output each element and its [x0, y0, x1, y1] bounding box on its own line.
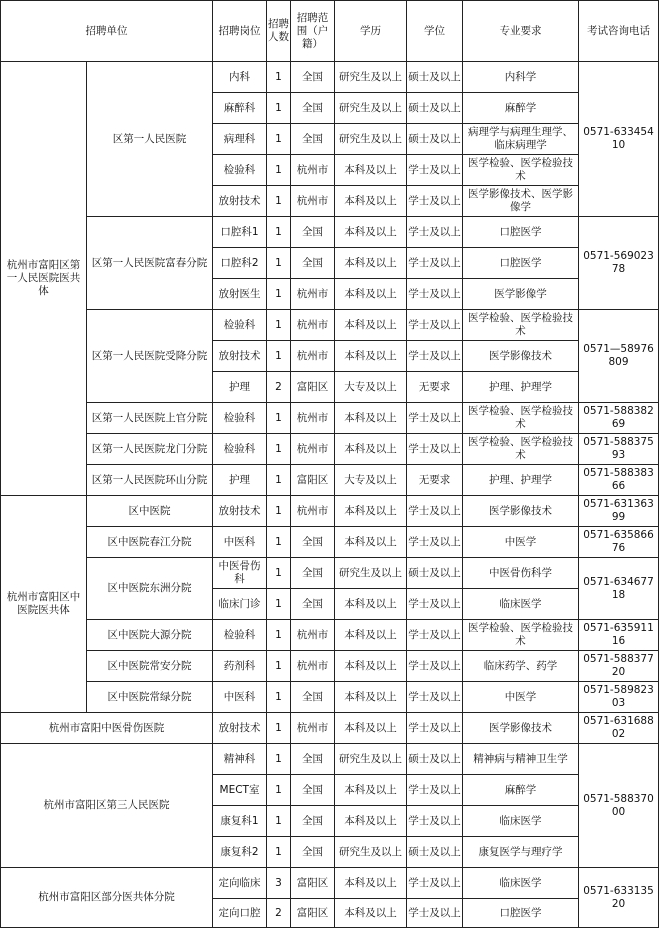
subunit-cell: 区中医院常绿分院	[87, 682, 213, 713]
degree-cell: 学士及以上	[407, 651, 463, 682]
scope-cell: 全国	[291, 589, 335, 620]
major-cell: 口腔医学	[463, 248, 579, 279]
education-cell: 研究生及以上	[335, 62, 407, 93]
table-row	[1, 713, 659, 744]
table-row	[1, 558, 659, 589]
degree-cell: 硕士及以上	[407, 93, 463, 124]
major-cell: 病理学与病理生理学、临床病理学	[463, 124, 579, 155]
education-cell: 本科及以上	[335, 651, 407, 682]
scope-cell: 富阳区	[291, 899, 335, 928]
education-cell: 本科及以上	[335, 713, 407, 744]
table-row	[1, 682, 659, 713]
education-cell: 本科及以上	[335, 310, 407, 341]
table-row	[1, 527, 659, 558]
degree-cell: 学士及以上	[407, 403, 463, 434]
group-cell: 杭州市富阳区第一人民医院医共体	[1, 62, 87, 496]
count-cell: 2	[267, 899, 291, 928]
major-cell: 医学检验、医学检验技术	[463, 403, 579, 434]
group-cell: 杭州市富阳区部分医共体分院	[1, 868, 213, 928]
count-cell: 1	[267, 124, 291, 155]
phone-cell: 0571-63467718	[579, 558, 659, 620]
education-cell: 本科及以上	[335, 496, 407, 527]
scope-cell: 全国	[291, 527, 335, 558]
major-cell: 中医学	[463, 527, 579, 558]
scope-cell: 全国	[291, 124, 335, 155]
major-cell: 医学影像技术、医学影像学	[463, 186, 579, 217]
subunit-cell: 区中医院	[87, 496, 213, 527]
group-cell: 杭州市富阳中医骨伤医院	[1, 713, 213, 744]
subunit-cell: 区中医院春江分院	[87, 527, 213, 558]
count-cell: 1	[267, 155, 291, 186]
header-education: 学历	[335, 1, 407, 62]
scope-cell: 全国	[291, 837, 335, 868]
subunit-cell: 区第一人民医院环山分院	[87, 465, 213, 496]
table-row	[1, 620, 659, 651]
education-cell: 大专及以上	[335, 465, 407, 496]
degree-cell: 学士及以上	[407, 868, 463, 899]
scope-cell: 杭州市	[291, 186, 335, 217]
count-cell: 1	[267, 806, 291, 837]
major-cell: 医学检验、医学检验技术	[463, 310, 579, 341]
scope-cell: 全国	[291, 744, 335, 775]
table-row	[1, 310, 659, 341]
degree-cell: 学士及以上	[407, 713, 463, 744]
subunit-cell: 区第一人民医院受降分院	[87, 310, 213, 403]
education-cell: 本科及以上	[335, 186, 407, 217]
scope-cell: 杭州市	[291, 279, 335, 310]
scope-cell: 杭州市	[291, 713, 335, 744]
count-cell: 1	[267, 682, 291, 713]
subunit-cell: 区第一人民医院	[87, 62, 213, 217]
header-row	[1, 1, 659, 62]
count-cell: 1	[267, 217, 291, 248]
major-cell: 麻醉学	[463, 775, 579, 806]
subunit-cell: 区第一人民医院龙门分院	[87, 434, 213, 465]
post-cell: 口腔科2	[213, 248, 267, 279]
degree-cell: 学士及以上	[407, 527, 463, 558]
scope-cell: 杭州市	[291, 434, 335, 465]
degree-cell: 硕士及以上	[407, 62, 463, 93]
count-cell: 1	[267, 620, 291, 651]
scope-cell: 全国	[291, 775, 335, 806]
major-cell: 精神病与精神卫生学	[463, 744, 579, 775]
scope-cell: 全国	[291, 558, 335, 589]
degree-cell: 学士及以上	[407, 589, 463, 620]
education-cell: 本科及以上	[335, 279, 407, 310]
major-cell: 临床药学、药学	[463, 651, 579, 682]
header-count: 招聘人数	[267, 1, 291, 62]
phone-cell: 0571-63345410	[579, 62, 659, 217]
phone-cell: 0571-58982303	[579, 682, 659, 713]
education-cell: 本科及以上	[335, 527, 407, 558]
scope-cell: 杭州市	[291, 651, 335, 682]
major-cell: 临床医学	[463, 806, 579, 837]
major-cell: 医学影像学	[463, 279, 579, 310]
post-cell: 康复科1	[213, 806, 267, 837]
count-cell: 1	[267, 341, 291, 372]
degree-cell: 无要求	[407, 372, 463, 403]
education-cell: 本科及以上	[335, 217, 407, 248]
education-cell: 研究生及以上	[335, 837, 407, 868]
count-cell: 1	[267, 434, 291, 465]
post-cell: 检验科	[213, 310, 267, 341]
major-cell: 麻醉学	[463, 93, 579, 124]
post-cell: 检验科	[213, 620, 267, 651]
count-cell: 1	[267, 744, 291, 775]
post-cell: 放射技术	[213, 186, 267, 217]
major-cell: 医学影像技术	[463, 496, 579, 527]
header-phone: 考试咨询电话	[579, 1, 659, 62]
table-row	[1, 868, 659, 899]
major-cell: 护理、护理学	[463, 465, 579, 496]
post-cell: 内科	[213, 62, 267, 93]
post-cell: 检验科	[213, 403, 267, 434]
post-cell: 放射医生	[213, 279, 267, 310]
count-cell: 1	[267, 279, 291, 310]
education-cell: 本科及以上	[335, 155, 407, 186]
table-row	[1, 217, 659, 248]
degree-cell: 学士及以上	[407, 248, 463, 279]
scope-cell: 杭州市	[291, 341, 335, 372]
table-row	[1, 744, 659, 775]
count-cell: 1	[267, 310, 291, 341]
post-cell: 药剂科	[213, 651, 267, 682]
post-cell: 放射技术	[213, 713, 267, 744]
education-cell: 研究生及以上	[335, 124, 407, 155]
education-cell: 本科及以上	[335, 682, 407, 713]
scope-cell: 杭州市	[291, 496, 335, 527]
major-cell: 口腔医学	[463, 899, 579, 928]
subunit-cell: 区中医院常安分院	[87, 651, 213, 682]
count-cell: 1	[267, 527, 291, 558]
education-cell: 本科及以上	[335, 341, 407, 372]
count-cell: 1	[267, 248, 291, 279]
post-cell: 护理	[213, 465, 267, 496]
post-cell: 定向临床	[213, 868, 267, 899]
count-cell: 1	[267, 496, 291, 527]
degree-cell: 学士及以上	[407, 899, 463, 928]
degree-cell: 学士及以上	[407, 434, 463, 465]
header-post: 招聘岗位	[213, 1, 267, 62]
group-cell: 杭州市富阳区第三人民医院	[1, 744, 213, 868]
degree-cell: 无要求	[407, 465, 463, 496]
phone-cell: 0571-58837000	[579, 744, 659, 868]
education-cell: 本科及以上	[335, 899, 407, 928]
post-cell: 护理	[213, 372, 267, 403]
count-cell: 1	[267, 93, 291, 124]
subunit-cell: 区第一人民医院上官分院	[87, 403, 213, 434]
education-cell: 本科及以上	[335, 806, 407, 837]
count-cell: 1	[267, 558, 291, 589]
phone-cell: 0571-58837593	[579, 434, 659, 465]
post-cell: 病理科	[213, 124, 267, 155]
scope-cell: 杭州市	[291, 620, 335, 651]
education-cell: 研究生及以上	[335, 93, 407, 124]
phone-cell: 0571-63136399	[579, 496, 659, 527]
group-cell: 杭州市富阳区中医院医共体	[1, 496, 87, 713]
count-cell: 1	[267, 465, 291, 496]
major-cell: 康复医学与理疗学	[463, 837, 579, 868]
phone-cell: 0571—58976809	[579, 310, 659, 403]
post-cell: 检验科	[213, 434, 267, 465]
major-cell: 医学影像技术	[463, 713, 579, 744]
count-cell: 1	[267, 651, 291, 682]
education-cell: 大专及以上	[335, 372, 407, 403]
table-row	[1, 496, 659, 527]
education-cell: 本科及以上	[335, 775, 407, 806]
scope-cell: 富阳区	[291, 465, 335, 496]
post-cell: 精神科	[213, 744, 267, 775]
degree-cell: 学士及以上	[407, 496, 463, 527]
degree-cell: 学士及以上	[407, 620, 463, 651]
header-unit: 招聘单位	[1, 1, 213, 62]
post-cell: 中医科	[213, 527, 267, 558]
post-cell: MECT室	[213, 775, 267, 806]
education-cell: 本科及以上	[335, 589, 407, 620]
phone-cell: 0571-56902378	[579, 217, 659, 310]
degree-cell: 学士及以上	[407, 186, 463, 217]
phone-cell: 0571-58838366	[579, 465, 659, 496]
table-row	[1, 434, 659, 465]
scope-cell: 富阳区	[291, 868, 335, 899]
scope-cell: 全国	[291, 248, 335, 279]
subunit-cell: 区中医院大源分院	[87, 620, 213, 651]
education-cell: 研究生及以上	[335, 744, 407, 775]
major-cell: 临床医学	[463, 868, 579, 899]
degree-cell: 学士及以上	[407, 279, 463, 310]
scope-cell: 杭州市	[291, 310, 335, 341]
phone-cell: 0571-63168802	[579, 713, 659, 744]
major-cell: 中医学	[463, 682, 579, 713]
phone-cell: 0571-63586676	[579, 527, 659, 558]
education-cell: 本科及以上	[335, 434, 407, 465]
degree-cell: 硕士及以上	[407, 837, 463, 868]
degree-cell: 硕士及以上	[407, 558, 463, 589]
degree-cell: 学士及以上	[407, 217, 463, 248]
major-cell: 口腔医学	[463, 217, 579, 248]
post-cell: 检验科	[213, 155, 267, 186]
degree-cell: 学士及以上	[407, 310, 463, 341]
scope-cell: 全国	[291, 806, 335, 837]
count-cell: 2	[267, 372, 291, 403]
major-cell: 内科学	[463, 62, 579, 93]
post-cell: 口腔科1	[213, 217, 267, 248]
post-cell: 定向口腔	[213, 899, 267, 928]
degree-cell: 学士及以上	[407, 775, 463, 806]
education-cell: 本科及以上	[335, 620, 407, 651]
degree-cell: 硕士及以上	[407, 744, 463, 775]
major-cell: 医学检验、医学检验技术	[463, 155, 579, 186]
major-cell: 医学检验、医学检验技术	[463, 620, 579, 651]
major-cell: 医学影像技术	[463, 341, 579, 372]
post-cell: 临床门诊	[213, 589, 267, 620]
post-cell: 放射技术	[213, 496, 267, 527]
scope-cell: 杭州市	[291, 155, 335, 186]
post-cell: 中医科	[213, 682, 267, 713]
phone-cell: 0571-63313520	[579, 868, 659, 928]
education-cell: 本科及以上	[335, 403, 407, 434]
post-cell: 放射技术	[213, 341, 267, 372]
major-cell: 医学检验、医学检验技术	[463, 434, 579, 465]
count-cell: 1	[267, 403, 291, 434]
table-row	[1, 403, 659, 434]
header-scope: 招聘范围（户籍）	[291, 1, 335, 62]
scope-cell: 全国	[291, 93, 335, 124]
phone-cell: 0571-63591116	[579, 620, 659, 651]
education-cell: 研究生及以上	[335, 558, 407, 589]
count-cell: 1	[267, 837, 291, 868]
phone-cell: 0571-58838269	[579, 403, 659, 434]
scope-cell: 全国	[291, 682, 335, 713]
count-cell: 1	[267, 713, 291, 744]
table-row	[1, 651, 659, 682]
degree-cell: 学士及以上	[407, 155, 463, 186]
count-cell: 1	[267, 775, 291, 806]
education-cell: 本科及以上	[335, 868, 407, 899]
table-row	[1, 465, 659, 496]
post-cell: 麻醉科	[213, 93, 267, 124]
post-cell: 康复科2	[213, 837, 267, 868]
degree-cell: 硕士及以上	[407, 124, 463, 155]
major-cell: 护理、护理学	[463, 372, 579, 403]
phone-cell: 0571-58837720	[579, 651, 659, 682]
degree-cell: 学士及以上	[407, 806, 463, 837]
count-cell: 1	[267, 62, 291, 93]
post-cell: 中医骨伤科	[213, 558, 267, 589]
scope-cell: 杭州市	[291, 403, 335, 434]
scope-cell: 全国	[291, 62, 335, 93]
count-cell: 1	[267, 186, 291, 217]
degree-cell: 学士及以上	[407, 682, 463, 713]
table-row	[1, 62, 659, 93]
header-major: 专业要求	[463, 1, 579, 62]
major-cell: 中医骨伤科学	[463, 558, 579, 589]
subunit-cell: 区第一人民医院富春分院	[87, 217, 213, 310]
degree-cell: 学士及以上	[407, 341, 463, 372]
scope-cell: 富阳区	[291, 372, 335, 403]
major-cell: 临床医学	[463, 589, 579, 620]
header-degree: 学位	[407, 1, 463, 62]
education-cell: 本科及以上	[335, 248, 407, 279]
count-cell: 3	[267, 868, 291, 899]
count-cell: 1	[267, 589, 291, 620]
subunit-cell: 区中医院东洲分院	[87, 558, 213, 620]
scope-cell: 全国	[291, 217, 335, 248]
